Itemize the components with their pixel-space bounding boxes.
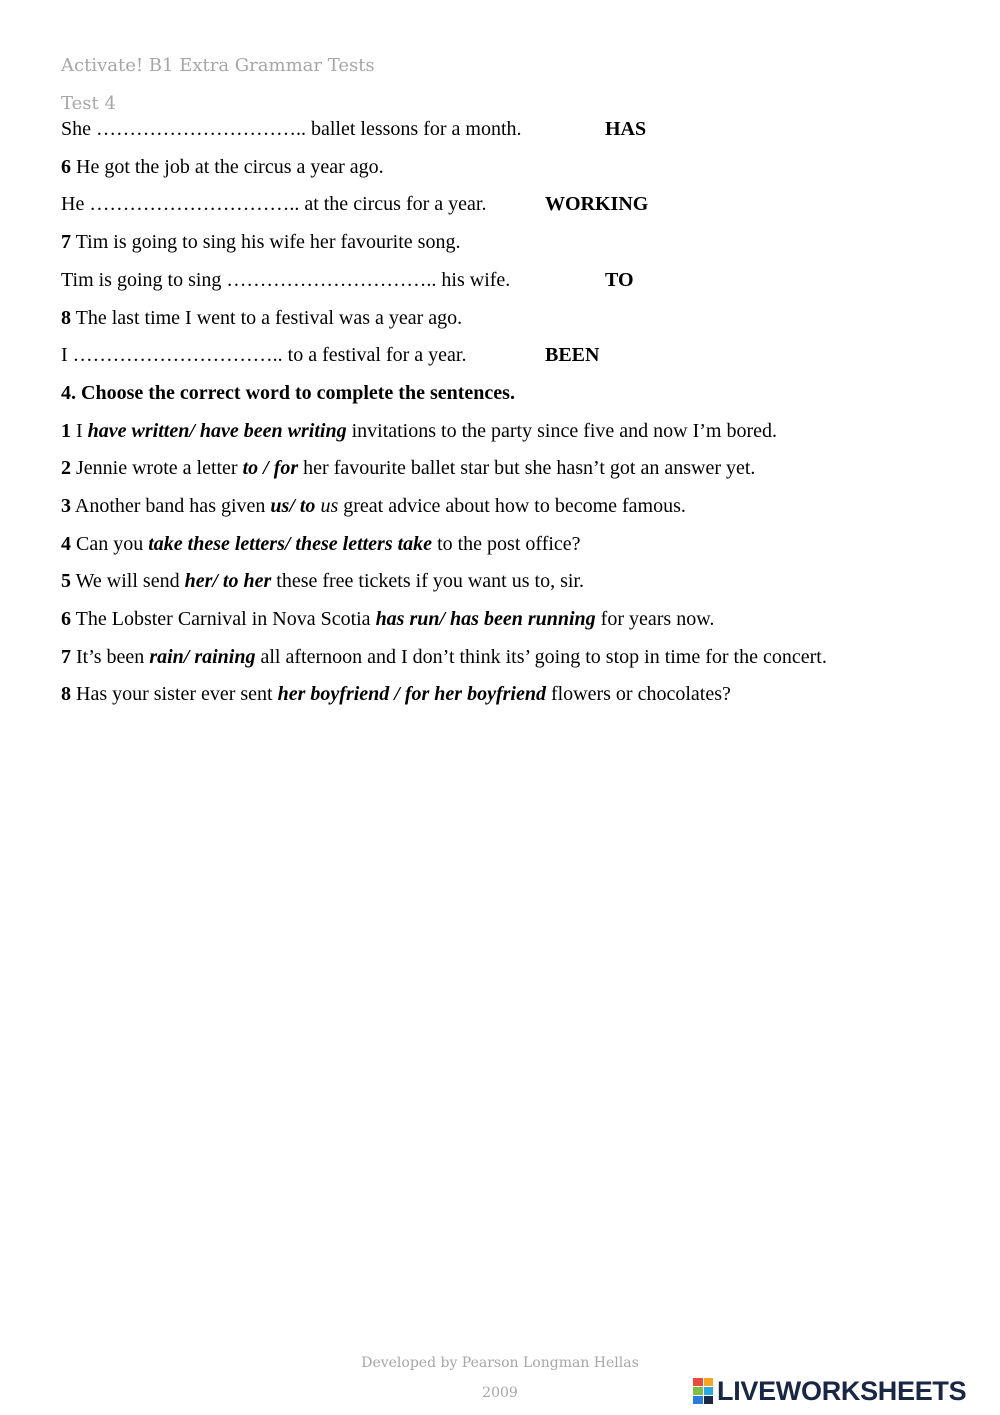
worksheet-title: Activate! B1 Extra Grammar Tests xyxy=(61,55,375,76)
section-4-heading: 4. Choose the correct word to complete the sentences. xyxy=(61,382,515,404)
choice-item-1: 1 I have written/ have been writing invitations to the party since five and now I’m bored. xyxy=(61,420,778,442)
choice-item-8: 8 Has your sister ever sent her boyfriend / for her boyfriend flowers or chocolates? xyxy=(61,683,731,705)
choice-options[interactable]: to / for xyxy=(242,457,299,479)
liveworksheets-logo-icon xyxy=(693,1378,713,1404)
choice-options[interactable]: has run/ has been running xyxy=(375,608,596,630)
choice-options[interactable]: rain/ raining xyxy=(149,646,256,668)
question-8: 8 The last time I went to a festival was a year ago. xyxy=(61,307,463,329)
test-label: Test 4 xyxy=(61,93,116,114)
footer-year: 2009 xyxy=(482,1385,518,1401)
question-7: 7 Tim is going to sing his wife her favourite song. xyxy=(61,231,461,253)
transform-line-1: She ………………………….. ballet lessons for a month. xyxy=(61,118,522,140)
question-6: 6 He got the job at the circus a year ago. xyxy=(61,156,384,178)
choice-item-3: 3 Another band has given us/ to us great advice about how to become famous. xyxy=(61,495,686,517)
choice-options[interactable]: her boyfriend / for her boyfriend xyxy=(277,683,546,705)
choice-item-2: 2 Jennie wrote a letter to / for her favourite ballet star but she hasn’t got an answer yet. xyxy=(61,457,756,479)
choice-options[interactable]: us/ to xyxy=(270,495,316,517)
transform-line-4: I ………………………….. to a festival for a year. xyxy=(61,344,467,366)
choice-item-5: 5 We will send her/ to her these free tickets if you want us to, sir. xyxy=(61,570,584,592)
liveworksheets-logo-text: LIVEWORKSHEETS xyxy=(717,1375,967,1406)
transform-line-3: Tim is going to sing ………………………….. his wife. xyxy=(61,269,511,291)
choice-item-4: 4 Can you take these letters/ these letters take to the post office? xyxy=(61,533,581,555)
footer-developer: Developed by Pearson Longman Hellas xyxy=(361,1355,639,1371)
choice-options[interactable]: have written/ have been writing xyxy=(87,420,347,442)
keyword-been: BEEN xyxy=(545,344,600,366)
liveworksheets-logo[interactable] xyxy=(693,1376,966,1406)
keyword-to: TO xyxy=(605,269,634,291)
choice-item-6: 6 The Lobster Carnival in Nova Scotia has run/ has been running for years now. xyxy=(61,608,715,630)
choice-options[interactable]: take these letters/ these letters take xyxy=(148,533,433,555)
choice-item-7: 7 It’s been rain/ raining all afternoon and I don’t think its’ going to stop in time for the concert. xyxy=(61,646,827,668)
keyword-working: WORKING xyxy=(545,193,649,215)
transform-line-2: He ………………………….. at the circus for a year. xyxy=(61,193,487,215)
choice-options[interactable]: her/ to her xyxy=(184,570,272,592)
keyword-has: HAS xyxy=(605,118,647,140)
